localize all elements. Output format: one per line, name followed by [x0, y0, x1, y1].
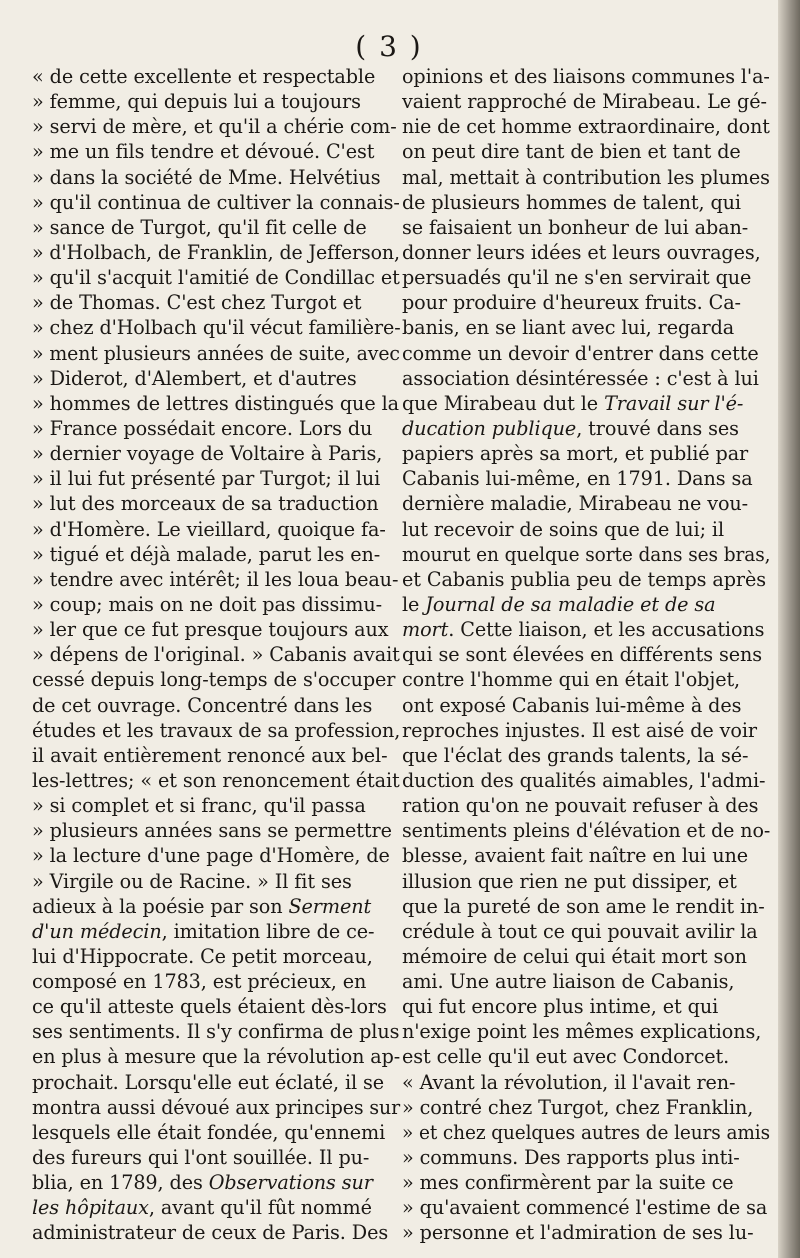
text-line: ses sentiments. Il s'y confirma de plus: [32, 1020, 400, 1044]
text-line: association désintéressée : c'est à lui: [402, 366, 759, 390]
text-line: n'exige point les mêmes explications,: [402, 1020, 762, 1044]
text-line: des fureurs qui l'ont souillée. Il pu-: [32, 1146, 370, 1170]
text-line: » plusieurs années sans se permettre: [32, 819, 392, 843]
text-line: » femme, qui depuis lui a toujours: [32, 90, 361, 114]
text-line: » dernier voyage de Voltaire à Paris,: [32, 442, 383, 466]
text-line: mal, mettait à contribution les plumes: [402, 165, 770, 189]
text-line: Cabanis lui-même, en 1791. Dans sa: [402, 467, 753, 491]
text-line: duction des qualités aimables, l'admi-: [402, 768, 766, 792]
text-line: et Cabanis publia peu de temps après: [402, 567, 766, 591]
text-line: opinions et des liaisons communes l'a-: [402, 65, 770, 88]
text-line: » Virgile ou de Racine. » Il fit ses: [32, 869, 352, 893]
text-line: sentiments pleins d'élévation et de no-: [402, 819, 771, 843]
text-line: vaient rapproché de Mirabeau. Le gé-: [402, 90, 767, 114]
text-line: » communs. Des rapports plus inti-: [402, 1146, 740, 1170]
text-line: mourut en quelque sorte dans ses bras,: [402, 542, 771, 566]
text-line: prochait. Lorsqu'elle eut éclaté, il se: [32, 1070, 385, 1094]
text-line: de plusieurs hommes de talent, qui: [402, 190, 741, 214]
text-line: » mes confirmèrent par la suite ce: [402, 1171, 734, 1195]
text-line: » lut des morceaux de sa traduction: [32, 492, 379, 516]
text-line: » tigué et déjà malade, parut les en-: [32, 542, 381, 566]
text-line: composé en 1783, est précieux, en: [32, 970, 367, 994]
text-line: blesse, avaient fait naître en lui une: [402, 844, 748, 868]
text-line: qui fut encore plus intime, et qui: [402, 995, 719, 1019]
text-line: les-lettres; « et son renoncement était: [32, 768, 400, 792]
text-line: » hommes de lettres distingués que la: [32, 391, 399, 415]
text-line: dernière maladie, Mirabeau ne vou-: [402, 492, 749, 516]
text-line: contre l'homme qui en était l'objet,: [402, 668, 741, 692]
text-line: » la lecture d'une page d'Homère, de: [32, 844, 390, 868]
text-line: « Avant la révolution, il l'avait ren-: [402, 1070, 736, 1094]
text-line: » qu'avaient commencé l'estime de sa: [402, 1196, 768, 1220]
text-line: persuadés qu'il ne s'en servirait que: [402, 266, 752, 290]
text-line: mort. Cette liaison, et les accusations: [402, 618, 765, 642]
text-line: on peut dire tant de bien et tant de: [402, 140, 741, 164]
text-line: de cet ouvrage. Concentré dans les: [32, 693, 373, 717]
text-line: crédule à tout ce qui pouvait avilir la: [402, 919, 758, 943]
text-line: les hôpitaux, avant qu'il fût nommé: [32, 1196, 372, 1220]
text-line: se faisaient un bonheur de lui aban-: [402, 215, 749, 239]
text-line: d'un médecin, imitation libre de ce-: [32, 919, 375, 943]
text-line: nie de cet homme extraordinaire, dont: [402, 115, 770, 139]
text-line: » France possédait encore. Lors du: [32, 416, 373, 440]
text-line: qui se sont élevées en différents sens: [402, 643, 763, 667]
text-line: lesquels elle était fondée, qu'ennemi: [32, 1120, 386, 1144]
text-line: » chez d'Holbach qu'il vécut familière-: [32, 316, 401, 340]
text-line: est celle qu'il eut avec Condorcet.: [402, 1045, 730, 1069]
text-line: ce qu'il atteste quels étaient dès-lors: [32, 995, 387, 1019]
text-line: que l'éclat des grands talents, la sé-: [402, 743, 749, 767]
text-line: pour produire d'heureux fruits. Ca-: [402, 291, 741, 315]
text-line: » personne et l'admiration de ses lu-: [402, 1221, 754, 1245]
text-line: » d'Holbach, de Franklin, de Jefferson,: [32, 240, 400, 264]
text-line: » et chez quelques autres de leurs amis: [402, 1120, 771, 1144]
text-line: » coup; mais on ne doit pas dissimu-: [32, 592, 383, 616]
text-line: administrateur de ceux de Paris. Des: [32, 1221, 389, 1245]
text-line: ont exposé Cabanis lui-même à des: [402, 693, 742, 717]
text-line: montra aussi dévoué aux principes sur: [32, 1095, 401, 1119]
text-line: » tendre avec intérêt; il les loua beau-: [32, 567, 399, 591]
text-line: en plus à mesure que la révolution ap-: [32, 1045, 401, 1069]
text-line: reproches injustes. Il est aisé de voir: [402, 718, 757, 742]
text-line: » Diderot, d'Alembert, et d'autres: [32, 366, 357, 390]
text-line: » qu'il s'acquit l'amitié de Condillac et: [32, 266, 400, 290]
text-line: illusion que rien ne put dissiper, et: [402, 869, 737, 893]
text-line: » servi de mère, et qu'il a chérie com-: [32, 115, 397, 139]
text-line: ducation publique, trouvé dans ses: [402, 416, 739, 440]
text-line: papiers après sa mort, et publié par: [402, 442, 749, 466]
text-line: » qu'il continua de cultiver la connais-: [32, 190, 400, 214]
text-line: adieux à la poésie par son Serment: [32, 894, 372, 918]
text-line: que la pureté de son ame le rendit in-: [402, 894, 765, 918]
text-line: » dépens de l'original. » Cabanis avait: [32, 643, 400, 667]
text-line: blia, en 1789, des Observations sur: [32, 1171, 373, 1195]
text-line: » me un fils tendre et dévoué. C'est: [32, 140, 375, 164]
text-line: » ler que ce fut presque toujours aux: [32, 618, 389, 642]
text-line: études et les travaux de sa profession,: [32, 718, 401, 742]
left-column: [32, 64, 404, 1246]
text-line: lui d'Hippocrate. Ce petit morceau,: [32, 944, 373, 968]
text-line: » de Thomas. C'est chez Turgot et: [32, 291, 362, 315]
text-line: le Journal de sa maladie et de sa: [402, 592, 716, 616]
text-line: » il lui fut présenté par Turgot; il lui: [32, 467, 381, 491]
text-line: » si complet et si franc, qu'il passa: [32, 794, 366, 818]
binding-edge: [778, 0, 800, 1258]
text-line: banis, en se liant avec lui, regarda: [402, 316, 735, 340]
text-line: » dans la société de Mme. Helvétius: [32, 165, 381, 189]
text-line: ration qu'on ne pouvait refuser à des: [402, 794, 759, 818]
text-line: » contré chez Turgot, chez Franklin,: [402, 1095, 754, 1119]
text-line: » ment plusieurs années de suite, avec: [32, 341, 400, 365]
text-line: comme un devoir d'entrer dans cette: [402, 341, 759, 365]
text-line: donner leurs idées et leurs ouvrages,: [402, 240, 761, 264]
text-line: il avait entièrement renoncé aux bel-: [32, 743, 388, 767]
text-line: cessé depuis long-temps de s'occuper: [32, 668, 396, 692]
text-line: ami. Une autre liaison de Cabanis,: [402, 970, 735, 994]
text-line: que Mirabeau dut le Travail sur l'é-: [402, 391, 744, 415]
page-number: ( 3 ): [355, 30, 423, 63]
text-line: « de cette excellente et respectable: [32, 65, 376, 88]
text-line: lut recevoir de soins que de lui; il: [402, 517, 725, 541]
text-line: mémoire de celui qui était mort son: [402, 944, 747, 968]
text-line: » sance de Turgot, qu'il fit celle de: [32, 215, 367, 239]
right-column: [402, 64, 774, 1246]
text-line: » d'Homère. Le vieillard, quoique fa-: [32, 517, 386, 541]
